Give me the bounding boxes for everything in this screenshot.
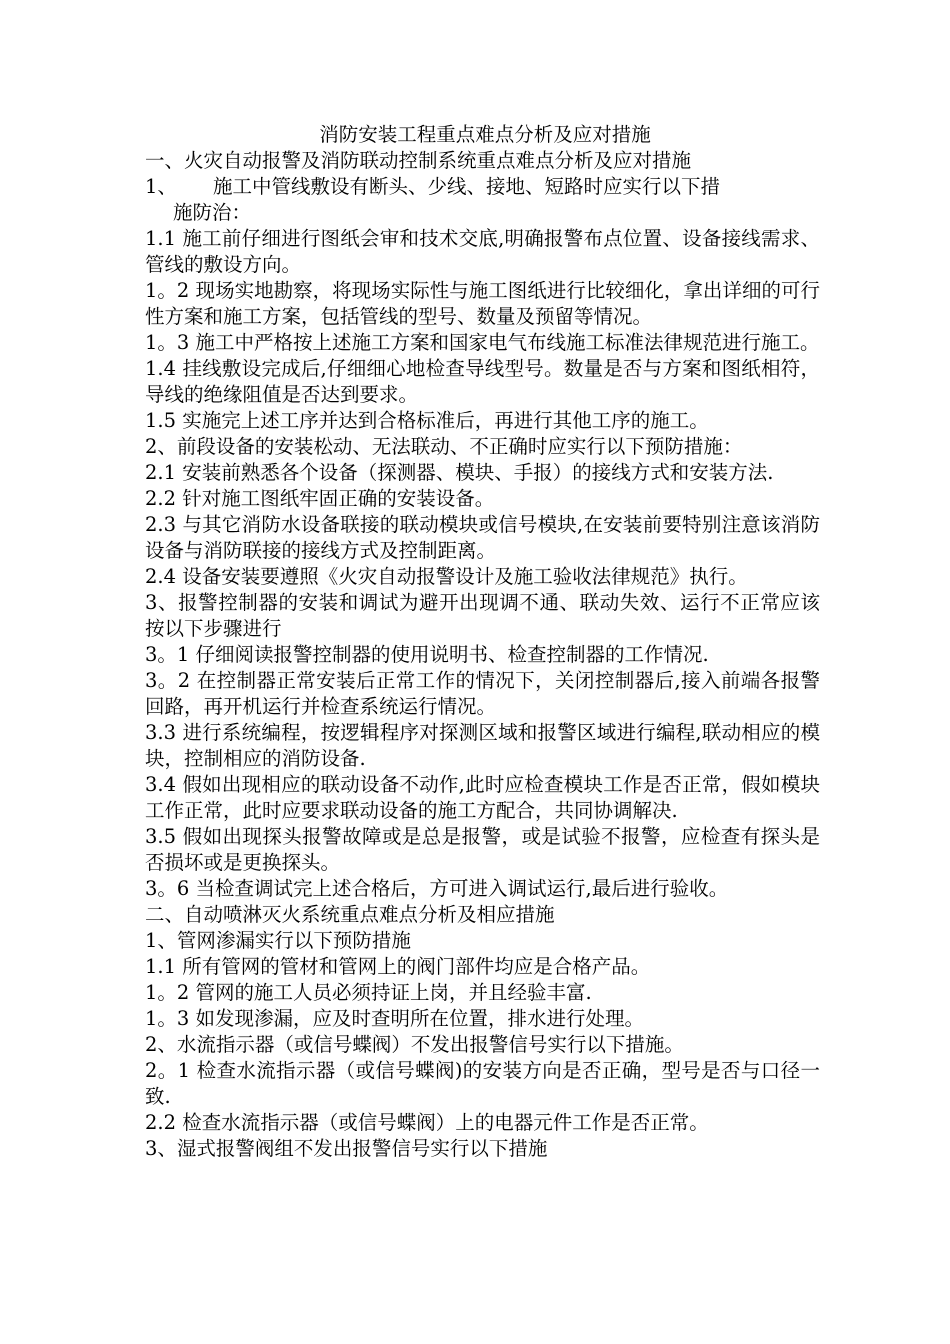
document-title: 消防安装工程重点难点分析及应对措施 bbox=[319, 123, 651, 146]
paragraph: 3。1 仔细阅读报警控制器的使用说明书、检查控制器的工作情况. bbox=[145, 643, 709, 666]
paragraph: 1。2 管网的施工人员必须持证上岗，并且经验丰富. bbox=[145, 981, 592, 1004]
paragraph: 3.4 假如出现相应的联动设备不动作,此时应检查模块工作是否正常，假如模块工作正常，此时应要求联动设备的施工方配合，共同协调解决. bbox=[145, 773, 820, 822]
paragraph: 3、报警控制器的安装和调试为避开出现调不通、联动失效、运行不正常应该按以下步骤进行 bbox=[145, 591, 820, 640]
paragraph: 3.5 假如出现探头报警故障或是总是报警，或是试验不报警，应检查有探头是否损坏或是更换探头。 bbox=[145, 825, 820, 874]
paragraph: 2.2 针对施工图纸牢固正确的安装设备。 bbox=[145, 487, 495, 510]
paragraph: 2、前段设备的安装松动、无法联动、不正确时应实行以下预防措施： bbox=[145, 435, 743, 458]
paragraph: 1。3 施工中严格按上述施工方案和国家电气布线施工标准法律规范进行施工。 bbox=[145, 331, 820, 354]
paragraph: 1、管网渗漏实行以下预防措施 bbox=[145, 929, 411, 952]
list-item-text: 施工中管线敷设有断头、少线、接地、短路时应实行以下措 bbox=[213, 175, 721, 198]
paragraph: 1.5 实施完上述工序并达到合格标准后，再进行其他工序的施工。 bbox=[145, 409, 709, 432]
paragraph: 1.4 挂线敷设完成后,仔细细心地检查导线型号。数量是否与方案和图纸相符，导线的绝缘阻值是否达到要求。 bbox=[145, 357, 820, 406]
paragraph: 2、水流指示器（或信号蝶阀）不发出报警信号实行以下措施。 bbox=[145, 1033, 684, 1056]
paragraph: 3.3 进行系统编程，按逻辑程序对探测区域和报警区域进行编程,联动相应的模块，控制相应的消防设备. bbox=[145, 721, 820, 770]
paragraph: 2.1 安装前熟悉各个设备（探测器、模块、手报）的接线方式和安装方法. bbox=[145, 461, 774, 484]
paragraph: 1。3 如发现渗漏，应及时查明所在位置，排水进行处理。 bbox=[145, 1007, 645, 1030]
paragraph: 1.1 所有管网的管材和管网上的阀门部件均应是合格产品。 bbox=[145, 955, 651, 978]
paragraph: 3。6 当检查调试完上述合格后，方可进入调试运行,最后进行验收。 bbox=[145, 877, 729, 900]
list-item-1 bbox=[145, 174, 820, 200]
list-item-1-continuation: 施防治： bbox=[173, 201, 252, 224]
paragraph: 2.3 与其它消防水设备联接的联动模块或信号模块,在安装前要特别注意该消防设备与消防联接的接线方式及控制距离。 bbox=[145, 513, 820, 562]
section-heading-2: 二、自动喷淋灭火系统重点难点分析及相应措施 bbox=[145, 903, 555, 926]
paragraph: 3、湿式报警阀组不发出报警信号实行以下措施 bbox=[145, 1137, 548, 1160]
section-heading-1: 一、火灾自动报警及消防联动控制系统重点难点分析及应对措施 bbox=[145, 149, 692, 172]
paragraph: 2.4 设备安装要遵照《火灾自动报警设计及施工验收法律规范》执行。 bbox=[145, 565, 748, 588]
paragraph: 1。2 现场实地勘察，将现场实际性与施工图纸进行比较细化，拿出详细的可行性方案和施工方案，包括管线的型号、数量及预留等情况。 bbox=[145, 279, 820, 328]
paragraph: 3。2 在控制器正常安装后正常工作的情况下，关闭控制器后,接入前端各报警回路，再开机运行并检查系统运行情况。 bbox=[145, 669, 820, 718]
paragraph: 2.2 检查水流指示器（或信号蝶阀）上的电器元件工作是否正常。 bbox=[145, 1111, 709, 1134]
paragraph: 2。1 检查水流指示器（或信号蝶阀)的安装方向是否正确，型号是否与口径一致. bbox=[145, 1059, 820, 1108]
list-item-number: 1、 bbox=[145, 175, 177, 198]
paragraph: 1.1 施工前仔细进行图纸会审和技术交底,明确报警布点位置、设备接线需求、管线的敷设方向。 bbox=[145, 227, 820, 276]
